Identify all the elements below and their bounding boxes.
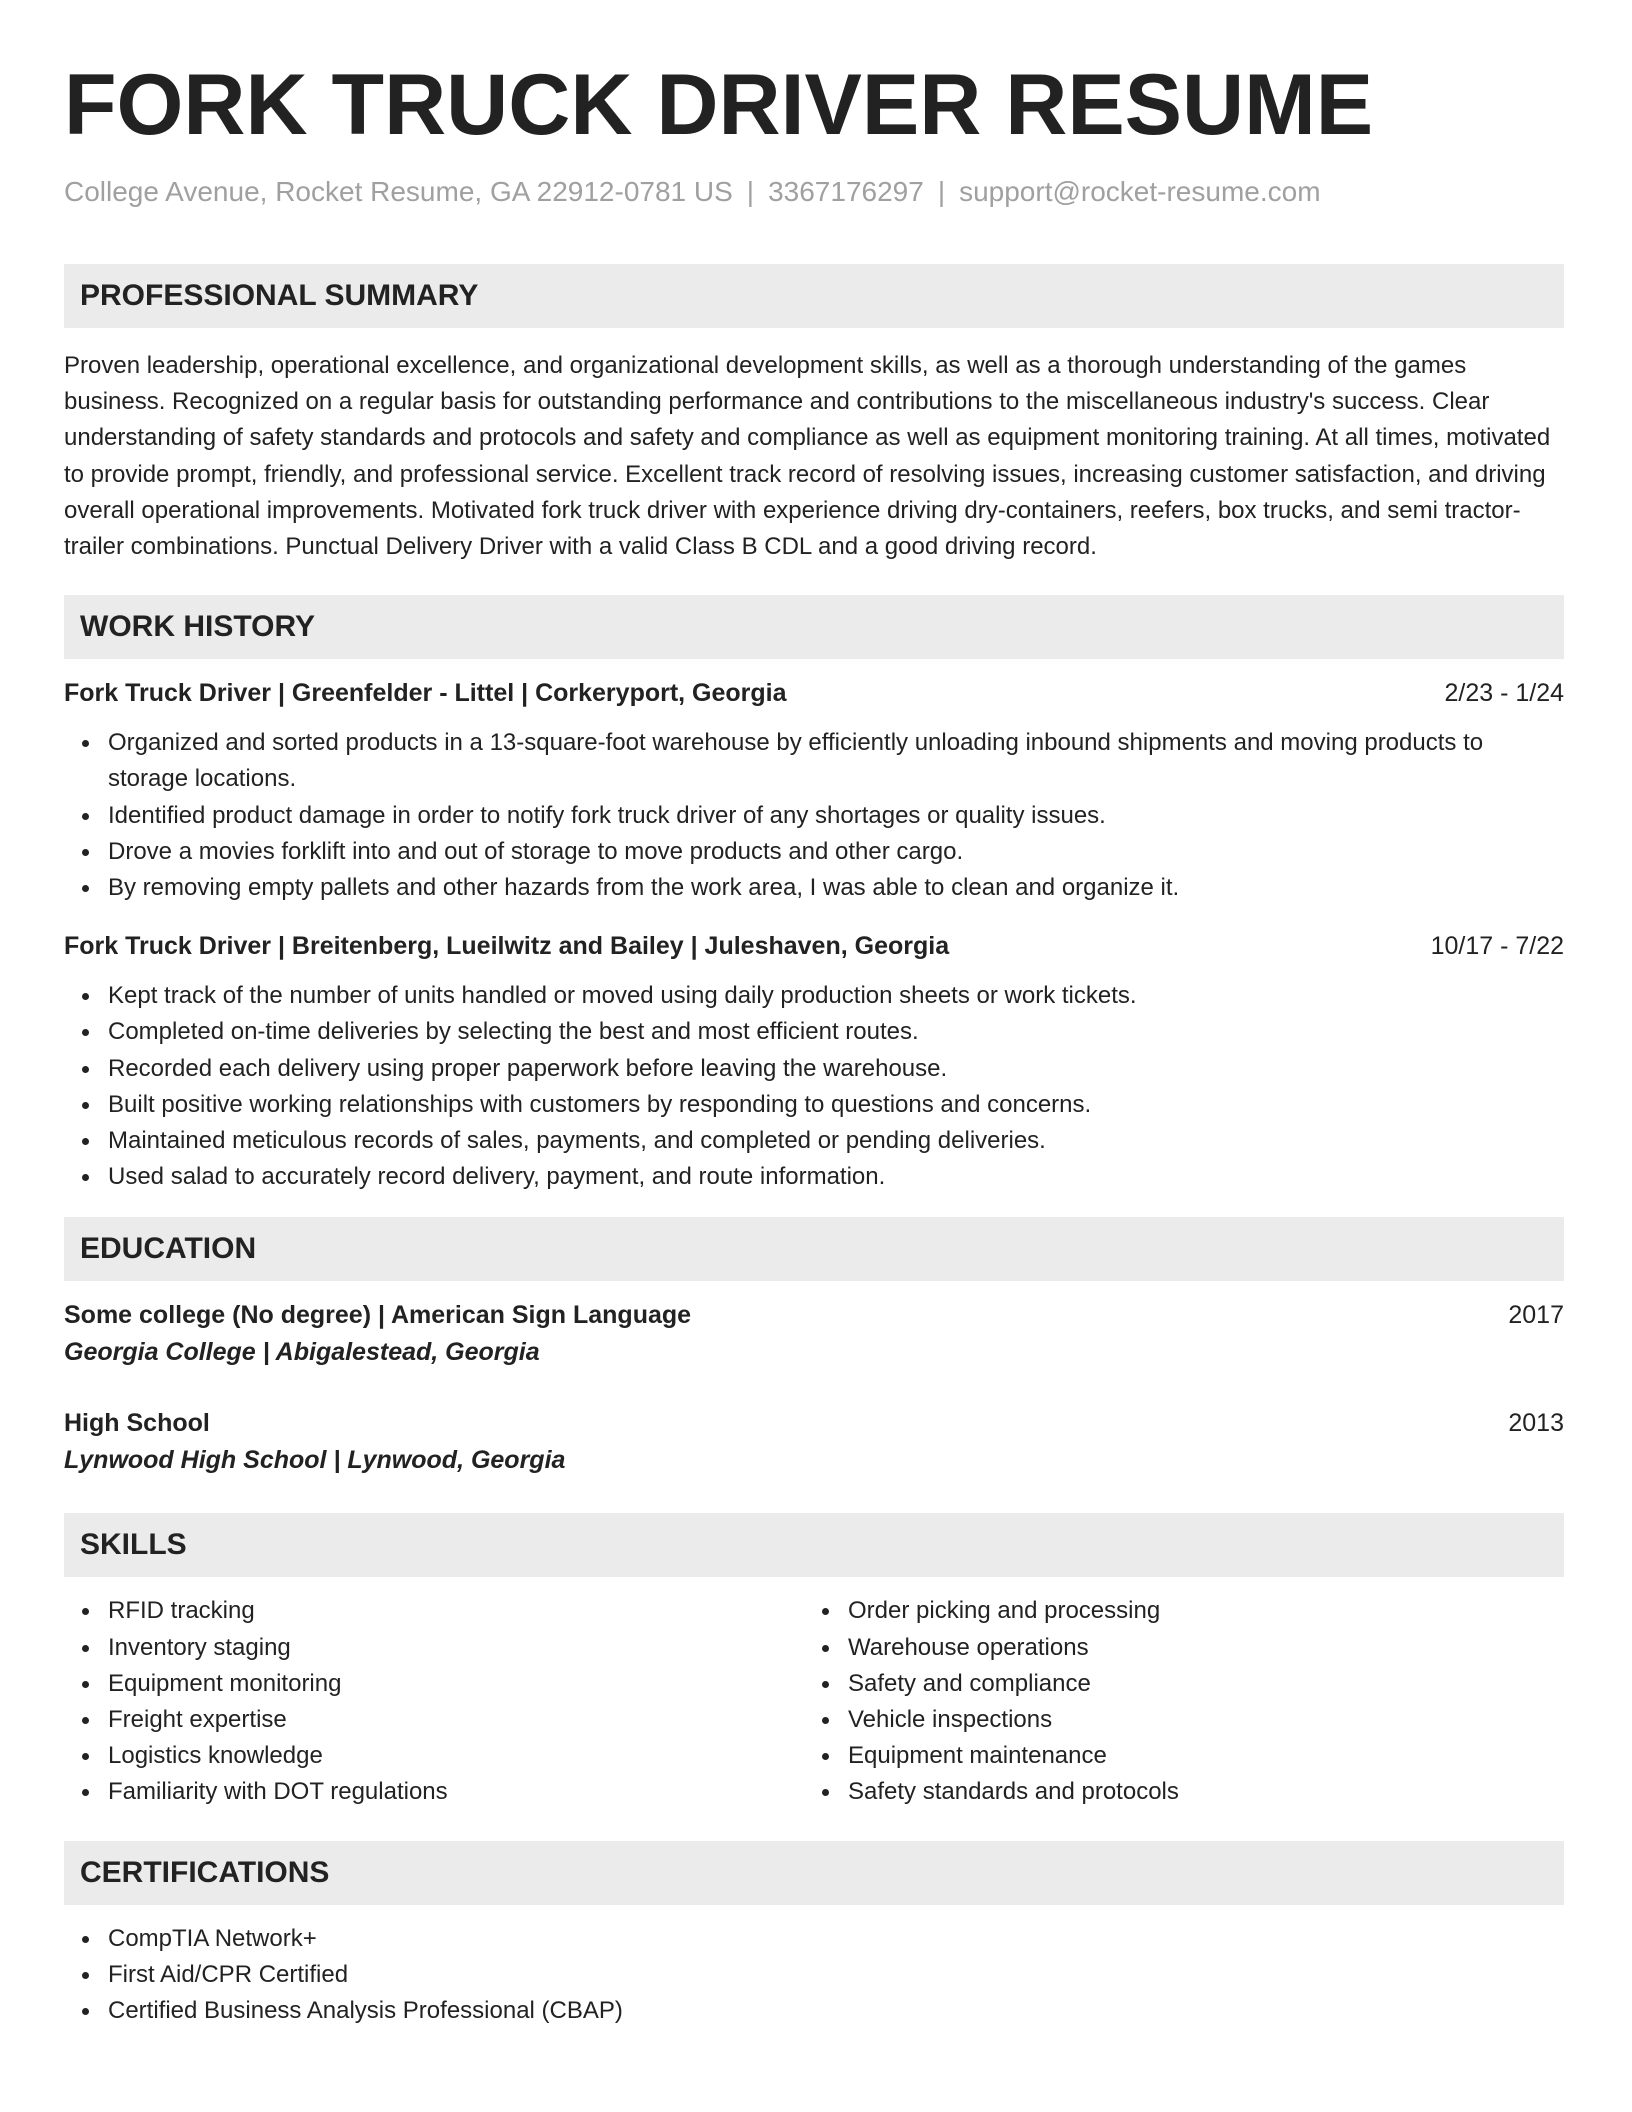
skills-bullets: [804, 1593, 1544, 1810]
skill-item: Vehicle inspections: [848, 1702, 1544, 1738]
job-dates: 10/17 - 7/22: [1430, 932, 1564, 961]
job-bullet: Recorded each delivery using proper paperwork before leaving the warehouse.: [108, 1051, 1564, 1087]
job-bullets: [64, 978, 1564, 1195]
job-bullet: Maintained meticulous records of sales, payments, and completed or pending deliveries.: [108, 1123, 1564, 1159]
job-title: Fork Truck Driver | Greenfelder - Littel | Corkeryport, Georgia: [64, 679, 787, 708]
education-header: [64, 1297, 1564, 1333]
section-heading-work-history: WORK HISTORY: [64, 595, 1564, 659]
job-entry: [64, 928, 1564, 1195]
education-degree: Some college (No degree) | American Sign Language: [64, 1301, 692, 1330]
job-bullets: [64, 725, 1564, 906]
skill-item: Safety and compliance: [848, 1666, 1544, 1702]
certification-item: First Aid/CPR Certified: [108, 1957, 1564, 1993]
skill-item: Warehouse operations: [848, 1630, 1544, 1666]
resume-title: FORK TRUCK DRIVER RESUME: [64, 57, 1374, 153]
job-bullet: Completed on-time deliveries by selecting the best and most efficient routes.: [108, 1014, 1564, 1050]
skill-item: Familiarity with DOT regulations: [108, 1774, 804, 1810]
contact-separator: |: [746, 176, 755, 207]
job-dates: 2/23 - 1/24: [1444, 679, 1564, 708]
resume-page: [64, 0, 1564, 2029]
skill-item: Freight expertise: [108, 1702, 804, 1738]
job-header: [64, 928, 1564, 964]
contact-address: College Avenue, Rocket Resume, GA 22912-0781 US: [64, 176, 733, 207]
contact-phone: 3367176297: [768, 176, 924, 207]
summary-text: Proven leadership, operational excellence, and organizational development skills, as well as a thorough understanding of the games business. Recognized on a regular basis for outstanding performance and contributions to the miscellaneous industry's success. Clear understanding of safety standards and protocols and safety and compliance as well as equipment monitoring training. At all times, motivated to provide prompt, friendly, and professional service. Excellent track record of resolving issues, increasing customer satisfaction, and driving overall operational improvements. Motivated fork truck driver with experience driving dry-containers, reefers, box trucks, and semi tractor-trailer combinations. Punctual Delivery Driver with a valid Class B CDL and a good driving record.: [64, 352, 1551, 561]
education-school: Lynwood High School | Lynwood, Georgia: [64, 1446, 566, 1475]
skill-item: Inventory staging: [108, 1630, 804, 1666]
skill-item: Order picking and processing: [848, 1593, 1544, 1629]
skills-column-left: [64, 1577, 804, 1810]
education-year: 2017: [1508, 1301, 1564, 1330]
certification-item: CompTIA Network+: [108, 1921, 1564, 1957]
job-bullet: Organized and sorted products in a 13-square-foot warehouse by efficiently unloading inbound shipments and moving products to storage locations.: [108, 725, 1564, 797]
education-school: Georgia College | Abigalestead, Georgia: [64, 1338, 540, 1367]
job-bullet: By removing empty pallets and other hazards from the work area, I was able to clean and organize it.: [108, 870, 1564, 906]
section-heading-summary: PROFESSIONAL SUMMARY: [64, 264, 1564, 328]
job-bullet: Drove a movies forklift into and out of storage to move products and other cargo.: [108, 834, 1564, 870]
contact-line: [64, 174, 1564, 210]
job-bullet: Used salad to accurately record delivery, payment, and route information.: [108, 1159, 1564, 1195]
education-degree: High School: [64, 1409, 210, 1438]
certifications-list: [64, 1921, 1564, 2030]
certification-item: Certified Business Analysis Professional (CBAP): [108, 1993, 1564, 2029]
skill-item: Logistics knowledge: [108, 1738, 804, 1774]
education-entry: [64, 1405, 1564, 1479]
job-bullet: Kept track of the number of units handled or moved using daily production sheets or work tickets.: [108, 978, 1564, 1014]
skills-bullets: [64, 1593, 804, 1810]
skills-column-right: [804, 1577, 1544, 1810]
skill-item: Safety standards and protocols: [848, 1774, 1544, 1810]
section-heading-education: EDUCATION: [64, 1217, 1564, 1281]
contact-email: support@rocket-resume.com: [959, 176, 1321, 207]
skill-item: RFID tracking: [108, 1593, 804, 1629]
skill-item: Equipment monitoring: [108, 1666, 804, 1702]
education-entry: [64, 1297, 1564, 1371]
job-header: [64, 675, 1564, 711]
job-title: Fork Truck Driver | Breitenberg, Lueilwitz and Bailey | Juleshaven, Georgia: [64, 932, 950, 961]
education-header: [64, 1405, 1564, 1441]
job-entry: [64, 675, 1564, 906]
skills-list: [64, 1577, 1564, 1810]
contact-separator: |: [937, 176, 946, 207]
section-heading-skills: SKILLS: [64, 1513, 1564, 1577]
skill-item: Equipment maintenance: [848, 1738, 1544, 1774]
job-bullet: Built positive working relationships with customers by responding to questions and concerns.: [108, 1087, 1564, 1123]
education-year: 2013: [1508, 1409, 1564, 1438]
job-bullet: Identified product damage in order to notify fork truck driver of any shortages or quality issues.: [108, 798, 1564, 834]
section-heading-certifications: CERTIFICATIONS: [64, 1841, 1564, 1905]
